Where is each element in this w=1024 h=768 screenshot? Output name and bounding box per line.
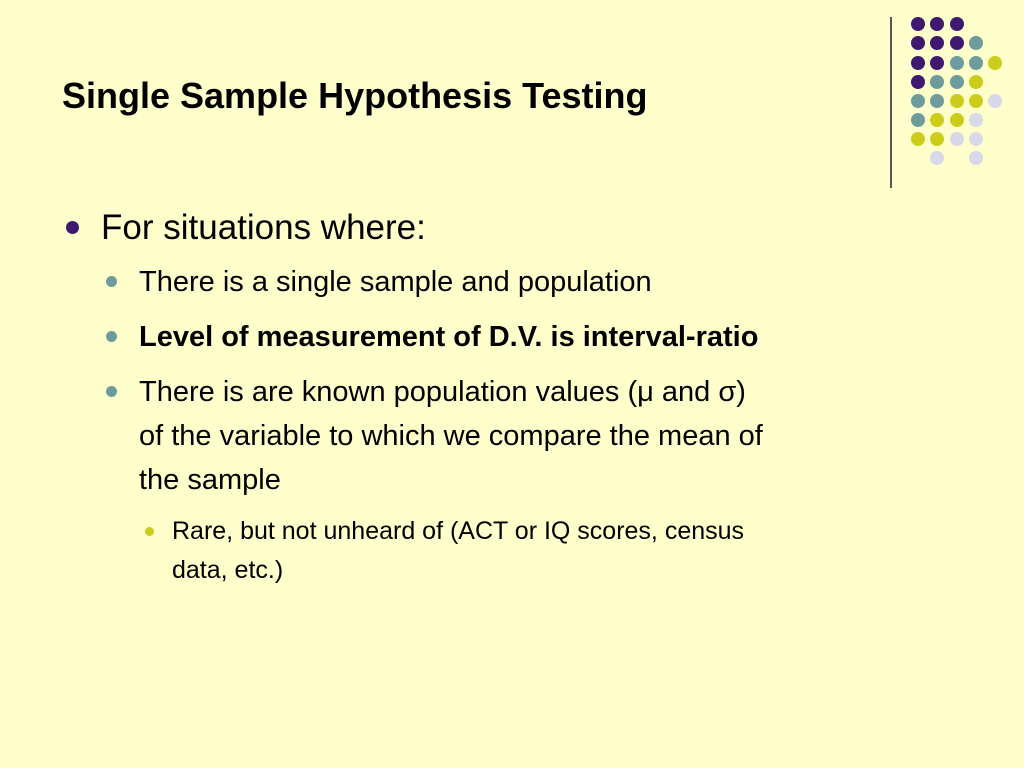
slide-title: Single Sample Hypothesis Testing [62, 75, 648, 116]
decorative-dot [930, 94, 944, 108]
decorative-dot [950, 17, 964, 31]
bullet-marker-purple [66, 221, 79, 234]
decorative-dot [969, 113, 983, 127]
decorative-dot [930, 151, 944, 165]
decorative-dot [950, 132, 964, 146]
decorative-dot [930, 56, 944, 70]
decorative-dot [969, 75, 983, 89]
bullet-marker-teal [106, 331, 117, 342]
decorative-dot [930, 113, 944, 127]
decorative-dot [969, 56, 983, 70]
decorative-dot [930, 132, 944, 146]
decorative-dot [911, 132, 925, 146]
decorative-dot [969, 132, 983, 146]
decorative-dot [969, 151, 983, 165]
decorative-dot [911, 56, 925, 70]
bullet-marker-teal [106, 386, 117, 397]
decorative-dot [911, 36, 925, 50]
bullet-level1-text: For situations where: [101, 208, 426, 247]
decorative-dot [950, 94, 964, 108]
decorative-dot [911, 94, 925, 108]
bullet-level3-text-continuation: data, etc.) [172, 556, 284, 584]
bullet-level3-text: Rare, but not unheard of (ACT or IQ scores, census [172, 517, 745, 545]
decorative-dot [911, 113, 925, 127]
decorative-dot [988, 56, 1002, 70]
bullet-level2-text: There is a single sample and population [139, 266, 652, 298]
bullet-level2-text-continuation: of the variable to which we compare the mean of [139, 420, 763, 452]
decorative-dot [969, 36, 983, 50]
bullet-marker-teal [106, 276, 117, 287]
decorative-dot [950, 113, 964, 127]
decorative-dot [930, 75, 944, 89]
decorative-dot [988, 94, 1002, 108]
decorative-dot [950, 75, 964, 89]
decorative-dot [930, 36, 944, 50]
bullet-level2-text-bold: Level of measurement of D.V. is interval-ratio [139, 321, 759, 353]
decorative-dot [950, 56, 964, 70]
bullet-level2-text: There is are known population values (μ and σ) [139, 376, 746, 408]
decorative-dot [950, 36, 964, 50]
bullet-marker-olive [145, 527, 154, 536]
decorative-dot [911, 17, 925, 31]
decorative-dot [969, 94, 983, 108]
decorative-dot [930, 17, 944, 31]
decorative-divider-line [890, 17, 892, 188]
bullet-level2-text-continuation: the sample [139, 464, 281, 496]
decorative-dot [911, 75, 925, 89]
